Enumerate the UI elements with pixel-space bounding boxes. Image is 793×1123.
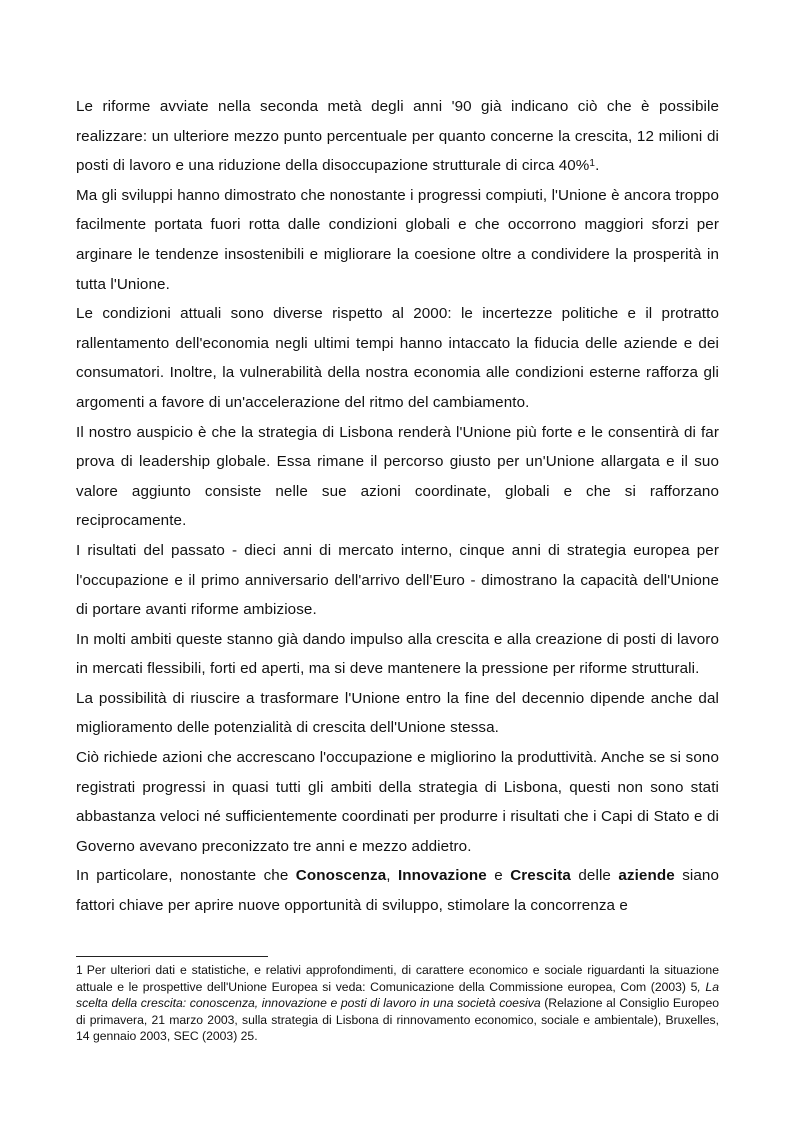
paragraph-4: Il nostro auspicio è che la strategia di Lisbona renderà l'Unione più forte e le consentirà di far prova di leadership globale. Essa rimane il percorso giusto per un'Unione allargata e il suo valore aggiunto consiste nelle sue azioni coordinate, globali e che si rafforzano reciprocamente.: [76, 423, 719, 530]
footnote-1: [76, 962, 719, 1045]
footnote-title-italic: , La scelta della crescita: conoscenza, innovazione e posti di lavoro in una società coesiva: [76, 979, 719, 1011]
keyword-innovazione: Innovazione: [397, 867, 487, 885]
paragraph-1-text: Le riforme avviate nella seconda metà degli anni '90 già indicano ciò che è possibile realizzare: un ulteriore mezzo punto percentuale per quanto concerne la crescita, 12 milioni di posti di lavoro e una riduzione della disoccupazione strutturale di circa 40%: [76, 98, 719, 175]
paragraph-1-end: .: [595, 157, 600, 175]
paragraph-9-part-a: In particolare, nonostante che: [76, 867, 296, 885]
paragraph-9-part-e: delle: [570, 867, 619, 885]
keyword-conoscenza: Conoscenza: [295, 867, 387, 885]
paragraph-1: [76, 92, 719, 181]
footnote-reference[interactable]: 1: [589, 158, 596, 170]
paragraph-5: I risultati del passato - dieci anni di mercato interno, cinque anni di strategia europea per l'occupazione e il primo anniversario dell'arrivo dell'Euro - dimostrano la capacità dell'Unione di portare avanti riforme ambiziose.: [76, 541, 719, 619]
paragraph-6: In molti ambiti queste stanno già dando impulso alla crescita e alla creazione di posti di lavoro in mercati flessibili, forti ed aperti, ma si deve mantenere la pressione per riforme strutturali.: [76, 630, 719, 678]
paragraph-7: La possibilità di riuscire a trasformare l'Unione entro la fine del decennio dipende anche dal miglioramento delle potenzialità di crescita dell'Unione stessa.: [76, 689, 719, 737]
footnote-mark: 1: [76, 963, 83, 977]
paragraph-9-part-c: ,: [386, 867, 398, 885]
paragraph-8: Ciò richiede azioni che accrescano l'occupazione e migliorino la produttività. Anche se si sono registrati progressi in quasi tutti gli ambiti della strategia di Lisbona, questi non sono stati abbastanza veloci né sufficientemente coordinati per produrre i risultati che i Capi di Stato e di Governo avevano preconizzato tre anni e mezzo addietro.: [76, 749, 719, 855]
paragraph-9: [76, 861, 719, 920]
paragraph-2: Ma gli sviluppi hanno dimostrato che nonostante i progressi compiuti, l'Unione è ancora troppo facilmente portata fuori rotta dalle condizioni globali e che occorrono maggiori sforzi per arginare le tendenze insostenibili e migliorare la coesione oltre a condividere la prosperità in tutta l'Unione.: [76, 186, 719, 293]
footnote-text-a: Per ulteriori dati e statistiche, e relativi approfondimenti, di carattere economico e sociale riguardanti la situazione attuale e le prospettive dell'Unione Europea si veda: Comunicazione della Commissione europea, Com (2003) 5: [76, 963, 719, 994]
paragraph-9-part-d: e: [486, 867, 511, 885]
keyword-crescita: Crescita: [510, 867, 571, 885]
paragraph-3: Le condizioni attuali sono diverse rispetto al 2000: le incertezze politiche e il protratto rallentamento dell'economia negli ultimi tempi hanno intaccato la fiducia delle aziende e dei consumatori. Inoltre, la vulnerabilità della nostra economia alle condizioni esterne rafforza gli argomenti a favore di un'accelerazione del ritmo del cambiamento.: [76, 305, 719, 411]
paragraph-9-part-f: siano fattori chiave per aprire nuove opportunità di sviluppo, stimolare la concorrenza e: [76, 867, 720, 915]
document-body: [76, 92, 719, 921]
footnote-separator: [76, 956, 268, 957]
footnote-text-b: (Relazione al Consiglio Europeo di primavera, 21 marzo 2003, sulla strategia di Lisbona di rinnovamento economico, sociale e ambientale), Bruxelles, 14 gennaio 2003, SEC (2003) 25.: [76, 996, 720, 1044]
keyword-aziende: aziende: [618, 867, 675, 885]
